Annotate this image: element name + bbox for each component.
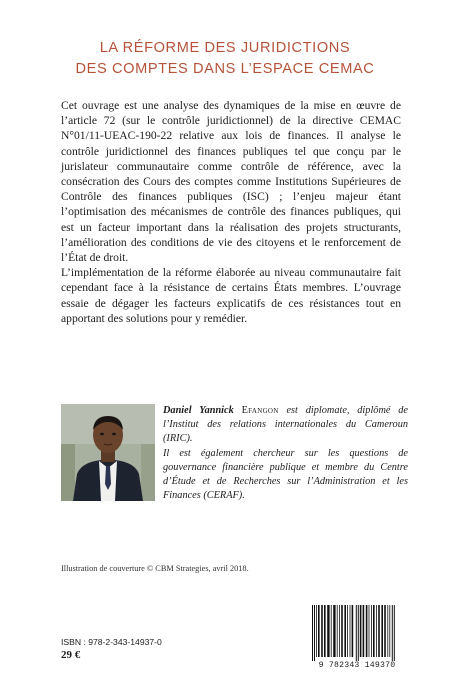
barcode-bar: [392, 605, 393, 661]
barcode-bar: [352, 605, 354, 657]
barcode-bar: [341, 605, 343, 657]
summary-paragraph-1: Cet ouvrage est une analyse des dynamiques de la mise en œuvre de l’article 72 (sur le contrôle juridictionnel) de la directive CEMAC N°01/11-UEAC-190-22 relative aux lois de finances. Il analyse le contrôle juridictionnel des finances publiques tel que conçu par le jurislateur communautaire comme contrôle de référence, avec la consécration des Cours des comptes comme Institutions Supérieures de Contrôle des finances publiques (ISC) ; l’enjeu majeur étant l’optimisation des mécanismes de contrôle des finances publiques, qui est un facteur important dans la réalisation des projets structurants, l’amélioration des conditions de vie des citoyens et le renforcement de l’État de droit.: [61, 99, 401, 265]
barcode-bar: [376, 605, 377, 657]
price: 29 €: [61, 649, 81, 661]
author-first-names: Daniel Yannick: [163, 405, 234, 416]
barcode: [304, 603, 410, 673]
bio-text-1: est diplomate, diplômé de l’Institut des relations internationales du Cameroun (IRIC).: [163, 405, 408, 445]
barcode-bar: [344, 605, 346, 657]
barcode-bar: [324, 605, 326, 657]
cover-credit: Illustration de couverture © CBM Strategies, avril 2018.: [61, 564, 249, 573]
barcode-bar: [360, 605, 362, 657]
barcode-bar: [339, 605, 340, 657]
barcode-bar: [384, 605, 386, 657]
barcode-bar: [394, 605, 395, 661]
title-line-2: DES COMPTES DANS L’ESPACE CEMAC: [75, 61, 375, 77]
barcode-bar: [331, 605, 332, 657]
barcode-bar: [350, 605, 351, 657]
barcode-bar: [378, 605, 380, 657]
barcode-bar: [373, 605, 375, 657]
author-portrait-icon: [61, 404, 155, 501]
author-photo: [61, 404, 155, 501]
barcode-digits: 9 782343 149370: [318, 661, 396, 670]
barcode-bar: [327, 605, 329, 657]
barcode-bar: [358, 605, 359, 661]
barcode-bar: [356, 605, 357, 661]
title-line-1: LA RÉFORME DES JURIDICTIONS: [99, 40, 351, 56]
barcode-bar: [314, 605, 315, 661]
barcode-bar: [366, 605, 368, 657]
barcode-bar: [333, 605, 335, 657]
barcode-bar: [312, 605, 313, 661]
barcode-bar: [337, 605, 338, 657]
ean13-barcode-icon: [304, 603, 410, 661]
isbn: ISBN : 978-2-343-14937-0: [61, 637, 162, 647]
barcode-bar: [369, 605, 370, 657]
book-summary: [61, 98, 401, 326]
barcode-bar: [371, 605, 372, 657]
summary-paragraph-2: L’implémentation de la réforme élaborée au niveau communautaire fait cependant face à la résistance de certains États membres. L’ouvrage essaie de dégager les facteurs explicatifs de ces résistances tout en apportant des solutions pour y remédier.: [61, 266, 401, 325]
barcode-bar: [318, 605, 320, 657]
barcode-bar: [321, 605, 323, 657]
bio-paragraph-2: Il est également chercheur sur les questions de gouvernance financière publique et membre du Centre d’Étude et de Recherches sur l’Administration et les Finances (CERAF).: [163, 447, 408, 502]
author-bio: [163, 404, 408, 503]
bio-paragraph-1: [163, 404, 408, 447]
barcode-bar: [387, 605, 388, 657]
barcode-bar: [363, 605, 365, 657]
author-surname: Efangon: [241, 405, 279, 416]
barcode-bar: [389, 605, 390, 657]
book-title: [0, 38, 450, 80]
barcode-bar: [347, 605, 348, 657]
barcode-bar: [316, 605, 317, 657]
barcode-bar: [381, 605, 383, 657]
